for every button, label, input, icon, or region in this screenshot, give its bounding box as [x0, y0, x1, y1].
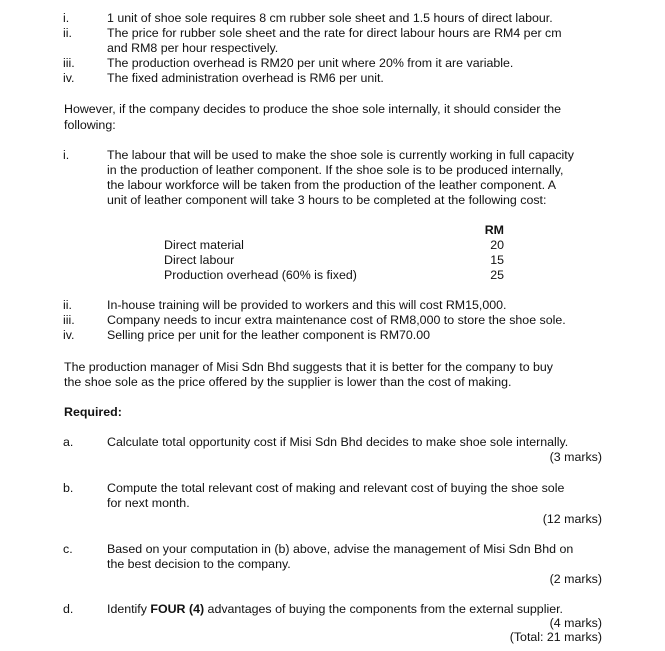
list2-text-1-line4: unit of leather component will take 3 hours to be completed at the following cost: [107, 193, 547, 207]
list2-num-2: ii. [63, 298, 72, 312]
question-c-text-line2: the best decision to the company. [107, 557, 291, 571]
question-a-num: a. [63, 435, 74, 449]
question-a-marks: (3 marks) [549, 450, 602, 464]
question-a-text: Calculate total opportunity cost if Misi Sdn Bhd decides to make shoe sole internally. [107, 435, 569, 449]
para2-line2: the shoe sole as the price offered by the supplier is lower than the cost of making. [64, 375, 512, 389]
question-d-num: d. [63, 602, 74, 616]
list2-text-3: Company needs to incur extra maintenance cost of RM8,000 to store the shoe sole. [107, 313, 566, 327]
cost-table-header: RM [484, 223, 504, 237]
list2-text-1-line2: in the production of leather component. If the shoe sole is to be produced internally, [107, 163, 564, 177]
required-heading: Required: [64, 405, 122, 419]
question-d-text-pre: Identify [107, 602, 151, 616]
para1-line1: However, if the company decides to produce the shoe sole internally, it should consider the [64, 102, 562, 116]
list1-text-2-line2: and RM8 per hour respectively. [107, 41, 279, 55]
question-d-text [107, 602, 563, 616]
cost-table-label-2: Direct labour [164, 253, 235, 267]
list1-text-2-line1: The price for rubber sole sheet and the rate for direct labour hours are RM4 per cm [107, 26, 562, 40]
list2-num-3: iii. [63, 313, 75, 327]
total-marks: (Total: 21 marks) [509, 630, 602, 644]
list2-num-4: iv. [63, 328, 75, 342]
para2-line1: The production manager of Misi Sdn Bhd suggests that it is better for the company to buy [64, 360, 554, 374]
question-d-marks: (4 marks) [549, 616, 602, 630]
list1-num-3: iii. [63, 56, 75, 70]
cost-table-label-3: Production overhead (60% is fixed) [164, 268, 357, 282]
cost-table-value-3: 25 [490, 268, 504, 282]
list1-num-1: i. [63, 11, 70, 25]
cost-table-value-2: 15 [490, 253, 504, 267]
question-c-num: c. [63, 542, 73, 556]
list1-num-4: iv. [63, 71, 75, 85]
cost-table-label-1: Direct material [164, 238, 244, 252]
list2-text-1-line3: the labour workforce will be taken from the production of the leather component. A [107, 178, 557, 192]
list1-text-1: 1 unit of shoe sole requires 8 cm rubber sole sheet and 1.5 hours of direct labour. [107, 11, 553, 25]
question-c-text-line1: Based on your computation in (b) above, advise the management of Misi Sdn Bhd on [107, 542, 574, 556]
question-b-marks: (12 marks) [542, 512, 602, 526]
list2-num-1: i. [63, 148, 70, 162]
question-b-text-line1: Compute the total relevant cost of making and relevant cost of buying the shoe sole [107, 481, 565, 495]
list1-num-2: ii. [63, 26, 72, 40]
para1-line2: following: [64, 118, 116, 132]
list1-text-4: The fixed administration overhead is RM6 per unit. [107, 71, 384, 85]
list2-text-2: In-house training will be provided to workers and this will cost RM15,000. [107, 298, 507, 312]
question-c-marks: (2 marks) [549, 572, 602, 586]
question-d-text-post: advantages of buying the components from the external supplier. [204, 602, 563, 616]
question-b-text-line2: for next month. [107, 496, 190, 510]
question-d-text-bold: FOUR (4) [150, 602, 205, 616]
list1-text-3: The production overhead is RM20 per unit where 20% from it are variable. [107, 56, 514, 70]
list2-text-4: Selling price per unit for the leather component is RM70.00 [107, 328, 431, 342]
cost-table-value-1: 20 [490, 238, 504, 252]
list2-text-1-line1: The labour that will be used to make the shoe sole is currently working in full capacity [107, 148, 574, 162]
question-b-num: b. [63, 481, 74, 495]
